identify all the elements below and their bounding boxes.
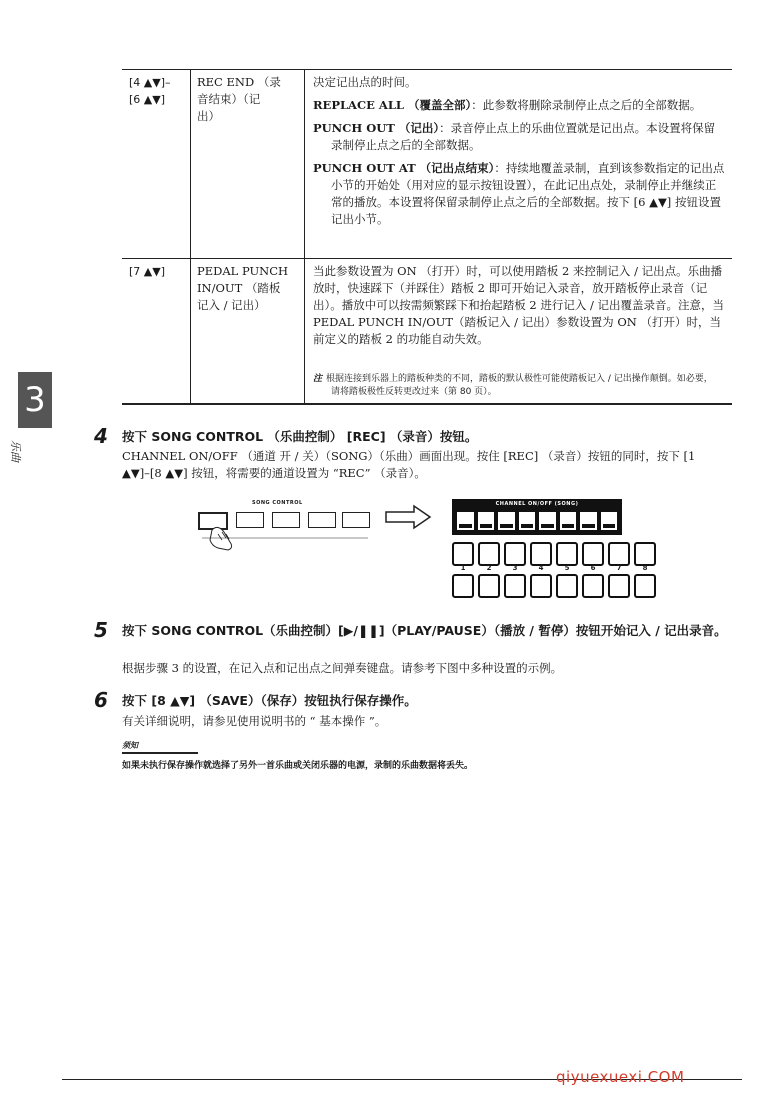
option-term: PUNCH OUT AT （记出点结束） [313, 161, 495, 175]
table-cell-key: [7 ▲▼] [129, 265, 165, 278]
step-number: 6 [94, 688, 108, 712]
button-number: 3 [512, 564, 518, 572]
table-top-rule [122, 69, 732, 70]
step-heading: 按下 [8 ▲▼] （SAVE）（保存）按钮执行保存操作。 [122, 693, 417, 708]
down-button[interactable] [478, 574, 500, 598]
note-icon: 注 [313, 374, 323, 384]
down-button[interactable] [530, 574, 552, 598]
step-body: 有关详细说明，请参见使用说明书的 “ 基本操作 ”。 [122, 714, 387, 728]
table-cell-name: REC END （录 音结束）（记 出） [197, 75, 281, 123]
arrow-right-icon [384, 504, 432, 530]
step-number: 5 [94, 618, 108, 642]
lcd-channel-cell [579, 511, 598, 531]
caution-label: 须知 [122, 741, 138, 750]
table-column-divider [190, 69, 191, 403]
desc-intro: 当此参数设置为 ON （打开）时，可以使用踏板 2 来控制记入 / 记出点。乐曲播放时，快速踩下（并踩住）踏板 2 即可开始记入录音，放开踏板停止录音（记出）。播放中可以按需频繁踩下和抬起踏板 2 进行记入 / 记出覆盖录音。注意，当 PEDAL PUNCH IN/OUT（踏板记入 / 记出）参数设置为 ON （打开）时，当前定义的踏板 2 的功能自动失效。 [313, 264, 725, 346]
table-column-divider [304, 69, 305, 403]
step-number: 4 [94, 424, 108, 448]
upper-button-row [452, 542, 656, 566]
step-heading: 按下 SONG CONTROL（乐曲控制）[▶/❚❚]（PLAY/PAUSE）（播放 / 暂停）按钮开始记入 / 记出录音。 [122, 623, 727, 638]
lcd-channel-cell [477, 511, 496, 531]
step-heading: 按下 SONG CONTROL （乐曲控制） [REC] （录音）按钮。 [122, 429, 478, 444]
up-button[interactable] [608, 542, 630, 566]
down-button[interactable] [556, 574, 578, 598]
up-button[interactable] [452, 542, 474, 566]
lcd-channel-cell [456, 511, 475, 531]
button-number: 8 [642, 564, 648, 572]
lcd-channel-cell [538, 511, 557, 531]
chapter-tab: 3 [18, 372, 52, 428]
lcd-channel-cell [518, 511, 537, 531]
table-cell-key: [4 ▲▼]– [6 ▲▼] [129, 76, 171, 106]
button-number: 4 [538, 564, 544, 572]
table-cell-name: PEDAL PUNCH IN/OUT （踏板 记入 / 记出） [197, 264, 289, 312]
watermark: qiyuexuexi.COM [556, 1068, 685, 1086]
down-button[interactable] [634, 574, 656, 598]
caution-text: 如果未执行保存操作就选择了另外一首乐曲或关闭乐器的电源，录制的乐曲数据将丢失。 [122, 761, 474, 771]
up-button[interactable] [556, 542, 578, 566]
lower-button-row [452, 574, 656, 598]
down-button[interactable] [452, 574, 474, 598]
step-body: CHANNEL ON/OFF （通道 开 / 关）（SONG）（乐曲）画面出现。按住 [REC] （录音）按钮的同时，按下 [1 ▲▼]–[8 ▲▼] 按钮，将需要的通道设置为 “REC” （录音）。 [122, 449, 696, 480]
table-cell-desc [313, 74, 725, 234]
option-text: ：此参数将删除录制停止点之后的全部数据。 [471, 98, 702, 112]
down-button[interactable] [582, 574, 604, 598]
hand-press-icon [198, 508, 378, 552]
desc-option [313, 120, 725, 154]
table-bottom-rule [122, 403, 732, 405]
lcd-screen [452, 499, 622, 535]
lcd-channel-cell [559, 511, 578, 531]
lcd-channel-cells [456, 511, 618, 531]
up-button[interactable] [634, 542, 656, 566]
lcd-channel-cell [497, 511, 516, 531]
step-body: 根据步骤 3 的设置，在记入点和记出点之间弹奏键盘。请参考下图中多种设置的示例。 [122, 661, 563, 675]
caution-rule [122, 752, 198, 754]
button-number: 5 [564, 564, 570, 572]
lcd-title: CHANNEL ON/OFF (SONG) [495, 501, 579, 507]
button-number: 7 [616, 564, 622, 572]
desc-intro: 决定记出点的时间。 [313, 75, 417, 89]
chapter-label: 乐曲 [9, 440, 22, 462]
option-term: PUNCH OUT （记出） [313, 121, 440, 135]
button-number: 6 [590, 564, 596, 572]
desc-option [313, 97, 725, 114]
down-button[interactable] [608, 574, 630, 598]
song-control-title: SONG CONTROL [252, 500, 303, 506]
option-term: REPLACE ALL （覆盖全部） [313, 98, 472, 112]
option-text: ：录音停止点上的乐曲位置就是记出点。本设置将保留录制停止点之后的全部数据。 [331, 121, 716, 152]
up-button[interactable] [478, 542, 500, 566]
table-cell-desc [313, 263, 725, 354]
lcd-channel-cell [600, 511, 619, 531]
button-number: 2 [486, 564, 492, 572]
up-button[interactable] [504, 542, 526, 566]
note [313, 373, 713, 399]
button-numbers [452, 564, 656, 572]
option-text: ：持续地覆盖录制，直到该参数指定的记出点小节的开始处（用对应的显示按钮设置），在此记出点处，录制停止并继续正常的播放。本设置将保留录制停止点之后的全部数据。按下 [6 ▲▼] 按钮设置记出小节。 [331, 161, 725, 226]
up-button[interactable] [530, 542, 552, 566]
button-number: 1 [460, 564, 466, 572]
note-text: 根据连接到乐器上的踏板种类的不同，踏板的默认极性可能使踏板记入 / 记出操作颠倒。如必要，请将踏板极性反转更改过来（第 80 页）。 [326, 374, 713, 397]
desc-option [313, 160, 725, 228]
up-button[interactable] [582, 542, 604, 566]
down-button[interactable] [504, 574, 526, 598]
table-row-divider [122, 258, 732, 259]
